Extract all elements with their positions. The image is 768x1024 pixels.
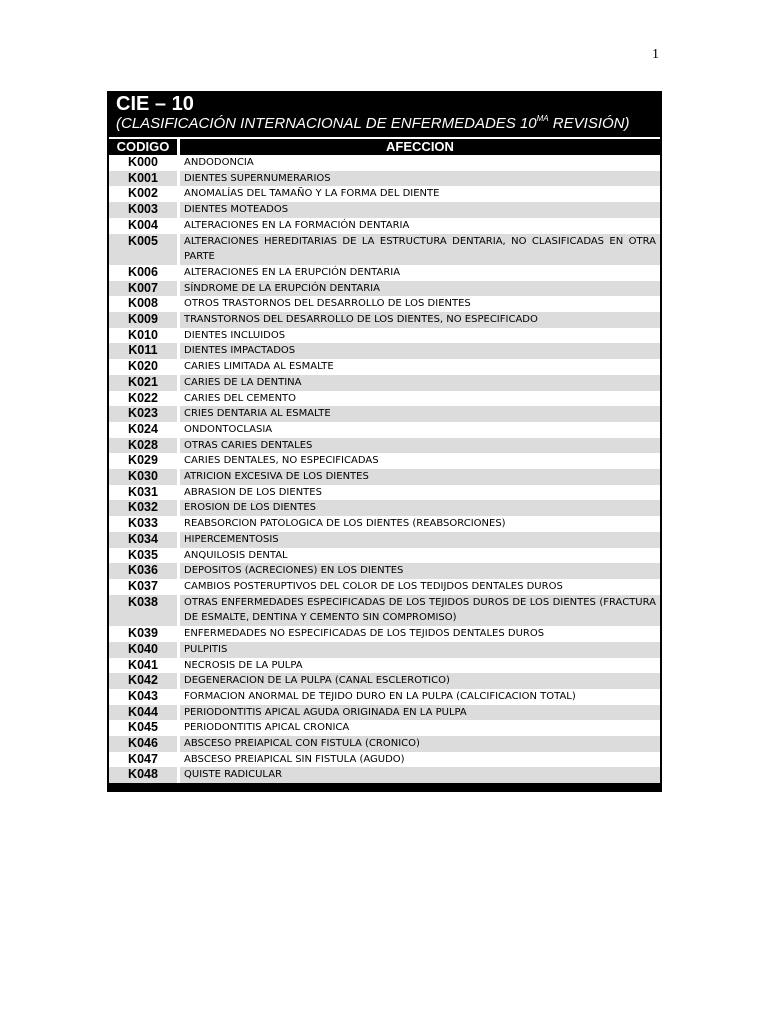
column-header-description: AFECCION xyxy=(177,139,660,155)
table-row xyxy=(109,532,660,548)
description-cell: DEPOSITOS (ACRECIONES) EN LOS DIENTES xyxy=(177,563,660,579)
description-cell: DIENTES SUPERNUMERARIOS xyxy=(177,171,660,187)
description-cell: PULPITIS xyxy=(177,642,660,658)
code-cell: K003 xyxy=(109,202,177,218)
code-cell: K048 xyxy=(109,767,177,783)
code-cell: K046 xyxy=(109,736,177,752)
code-cell: K035 xyxy=(128,547,158,562)
description-cell: DIENTES INCLUIDOS xyxy=(177,328,660,344)
code-cell: K047 xyxy=(128,751,158,766)
code-cell: K039 xyxy=(128,626,158,641)
code-cell: K034 xyxy=(109,532,177,548)
table-title: CIE – 10 xyxy=(116,93,194,115)
table-row xyxy=(109,265,660,281)
description-cell: ALTERACIONES HEREDITARIAS DE LA ESTRUCTURA DENTARIA, NO CLASIFICADAS EN OTRA PARTE xyxy=(177,234,660,265)
description-cell: PERIODONTITIS APICAL AGUDA ORIGINADA EN LA PULPA xyxy=(177,705,660,721)
code-cell: K008 xyxy=(128,296,158,311)
table-row xyxy=(109,767,660,783)
table-row xyxy=(109,500,660,516)
table-row xyxy=(109,406,660,422)
description-cell: ANOMALÍAS DEL TAMAÑO Y LA FORMA DEL DIENTE xyxy=(177,186,660,202)
code-cell: K044 xyxy=(109,705,177,721)
table-subtitle xyxy=(116,115,660,133)
table-title-block xyxy=(109,93,660,136)
code-cell: K024 xyxy=(128,421,158,436)
code-cell: K038 xyxy=(109,595,177,626)
code-cell: K002 xyxy=(128,186,158,201)
description-cell: ABSCESO PREIAPICAL CON FISTULA (CRONICO) xyxy=(177,736,660,752)
table-row xyxy=(109,171,660,187)
table-row xyxy=(109,642,660,658)
table-row xyxy=(109,658,660,674)
code-cell: K045 xyxy=(128,720,158,735)
table-row xyxy=(109,218,660,234)
table-row xyxy=(109,720,660,736)
description-cell: EROSION DE LOS DIENTES xyxy=(177,500,660,516)
code-cell: K020 xyxy=(128,359,158,374)
code-cell: K004 xyxy=(128,217,158,232)
code-cell: K037 xyxy=(128,578,158,593)
cie10-table xyxy=(107,91,662,792)
code-cell: K029 xyxy=(128,453,158,468)
description-cell: ANQUILOSIS DENTAL xyxy=(177,548,660,564)
table-row xyxy=(109,312,660,328)
description-cell: ABRASION DE LOS DIENTES xyxy=(177,485,660,501)
code-cell: K001 xyxy=(109,171,177,187)
description-cell: ALTERACIONES EN LA ERUPCIÓN DENTARIA xyxy=(177,265,660,281)
description-cell: DIENTES IMPACTADOS xyxy=(177,343,660,359)
code-cell: K042 xyxy=(109,673,177,689)
description-cell: CAMBIOS POSTERUPTIVOS DEL COLOR DE LOS TEDIJDOS DENTALES DUROS xyxy=(177,579,660,595)
table-row xyxy=(109,343,660,359)
table-row xyxy=(109,563,660,579)
table-row xyxy=(109,689,660,705)
code-cell: K041 xyxy=(128,657,158,672)
code-cell: K028 xyxy=(109,438,177,454)
table-row xyxy=(109,375,660,391)
description-cell: ONDONTOCLASIA xyxy=(177,422,660,438)
code-cell: K007 xyxy=(109,281,177,297)
column-header-code: CODIGO xyxy=(116,139,170,154)
code-cell: K006 xyxy=(128,264,158,279)
description-cell: FORMACION ANORMAL DE TEJIDO DURO EN LA PULPA (CALCIFICACION TOTAL) xyxy=(177,689,660,705)
description-cell: OTRAS ENFERMEDADES ESPECIFICADAS DE LOS TEJIDOS DUROS DE LOS DIENTES (FRACTURA DE ESMALTE, DENTINA Y CEMENTO SIN COMPROMISO) xyxy=(177,595,660,626)
description-cell: ALTERACIONES EN LA FORMACIÓN DENTARIA xyxy=(177,218,660,234)
table-row xyxy=(109,752,660,768)
table-row xyxy=(109,422,660,438)
table-row xyxy=(109,736,660,752)
code-cell: K005 xyxy=(109,234,177,265)
description-cell: SÍNDROME DE LA ERUPCIÓN DENTARIA xyxy=(177,281,660,297)
table-row xyxy=(109,548,660,564)
code-cell: K031 xyxy=(128,484,158,499)
description-cell: ANDODONCIA xyxy=(177,155,660,171)
table-row xyxy=(109,705,660,721)
table-row xyxy=(109,359,660,375)
description-cell: ENFERMEDADES NO ESPECIFICADAS DE LOS TEJIDOS DENTALES DUROS xyxy=(177,626,660,642)
page-number: 1 xyxy=(652,47,659,62)
code-cell: K023 xyxy=(109,406,177,422)
description-cell: CRIES DENTARIA AL ESMALTE xyxy=(177,406,660,422)
code-cell: K021 xyxy=(109,375,177,391)
description-cell: CARIES DENTALES, NO ESPECIFICADAS xyxy=(177,453,660,469)
code-cell: K030 xyxy=(109,469,177,485)
code-cell: K040 xyxy=(109,642,177,658)
description-cell: QUISTE RADICULAR xyxy=(177,767,660,783)
table-row xyxy=(109,202,660,218)
code-cell: K022 xyxy=(128,390,158,405)
description-cell: TRANSTORNOS DEL DESARROLLO DE LOS DIENTES, NO ESPECIFICADO xyxy=(177,312,660,328)
code-cell: K000 xyxy=(128,155,158,169)
description-cell: ATRICION EXCESIVA DE LOS DIENTES xyxy=(177,469,660,485)
description-cell: CARIES DEL CEMENTO xyxy=(177,391,660,407)
description-cell: REABSORCION PATOLOGICA DE LOS DIENTES (REABSORCIONES) xyxy=(177,516,660,532)
table-row xyxy=(109,673,660,689)
table-row xyxy=(109,391,660,407)
table-row xyxy=(109,453,660,469)
table-row xyxy=(109,579,660,595)
description-cell: DEGENERACION DE LA PULPA (CANAL ESCLEROTICO) xyxy=(177,673,660,689)
table-row xyxy=(109,626,660,642)
description-cell: DIENTES MOTEADOS xyxy=(177,202,660,218)
table-row xyxy=(109,328,660,344)
subtitle-text-end: REVISIÓN) xyxy=(548,115,630,132)
table-row xyxy=(109,469,660,485)
table-header-row xyxy=(109,137,660,155)
table-row xyxy=(109,296,660,312)
code-cell: K010 xyxy=(128,327,158,342)
table-row xyxy=(109,234,660,265)
table-body xyxy=(109,155,660,783)
description-cell: CARIES LIMITADA AL ESMALTE xyxy=(177,359,660,375)
table-row xyxy=(109,438,660,454)
table-row xyxy=(109,186,660,202)
code-cell: K036 xyxy=(109,563,177,579)
table-row xyxy=(109,516,660,532)
description-cell: HIPERCEMENTOSIS xyxy=(177,532,660,548)
description-cell: ABSCESO PREIAPICAL SIN FISTULA (AGUDO) xyxy=(177,752,660,768)
table-row xyxy=(109,281,660,297)
code-cell: K032 xyxy=(109,500,177,516)
code-cell: K043 xyxy=(128,688,158,703)
code-cell: K033 xyxy=(128,516,158,531)
description-cell: OTRAS CARIES DENTALES xyxy=(177,438,660,454)
table-row xyxy=(109,485,660,501)
description-cell: OTROS TRASTORNOS DEL DESARROLLO DE LOS DIENTES xyxy=(177,296,660,312)
subtitle-text: (CLASIFICACIÓN INTERNACIONAL DE ENFERMEDADES 10 xyxy=(116,115,537,132)
description-cell: PERIODONTITIS APICAL CRONICA xyxy=(177,720,660,736)
code-cell: K011 xyxy=(109,343,177,359)
table-row xyxy=(109,155,660,171)
description-cell: NECROSIS DE LA PULPA xyxy=(177,658,660,674)
code-cell: K009 xyxy=(109,312,177,328)
subtitle-superscript: MA xyxy=(536,114,549,123)
table-row xyxy=(109,595,660,626)
description-cell: CARIES DE LA DENTINA xyxy=(177,375,660,391)
